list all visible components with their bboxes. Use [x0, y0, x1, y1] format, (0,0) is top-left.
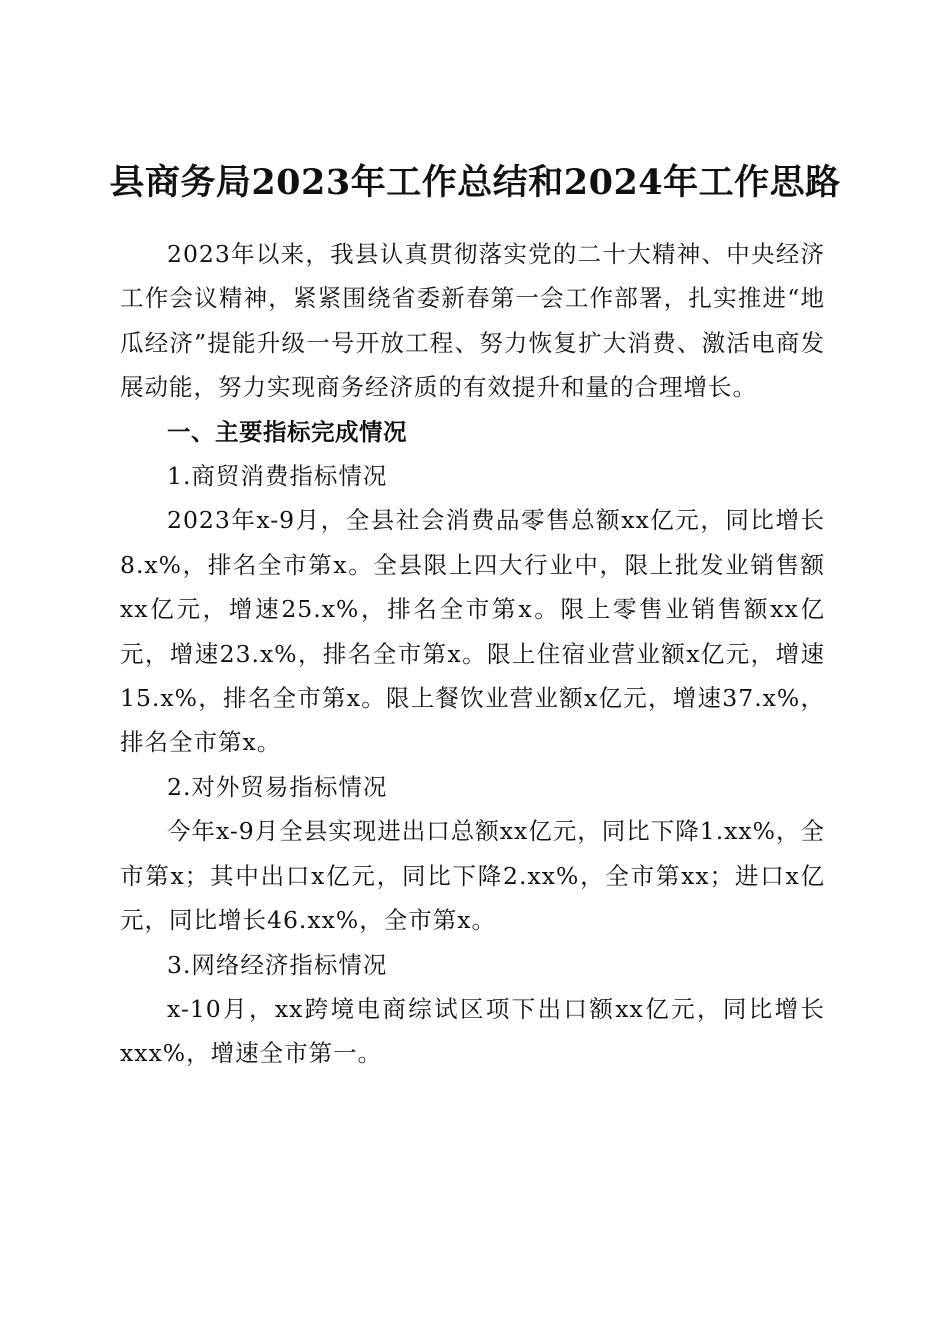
document-body	[120, 232, 825, 1076]
paragraph-online-economy: x-10月，xx跨境电商综试区项下出口额xx亿元，同比增长xxx%，增速全市第一。	[120, 994, 825, 1068]
subheading-online-economy: 3.网络经济指标情况	[167, 950, 388, 979]
section-heading-main-indicators: 一、主要指标完成情况	[167, 417, 407, 446]
document-title: 县商务局2023年工作总结和2024年工作思路	[109, 162, 841, 204]
intro-paragraph: 2023年以来，我县认真贯彻落实党的二十大精神、中央经济工作会议精神，紧紧围绕省委新春第一会工作部署，扎实推进“地瓜经济”提能升级一号开放工程、努力恢复扩大消费、激活电商发展动能，努力实现商务经济质的有效提升和量的合理增长。	[120, 240, 825, 402]
paragraph-foreign-trade: 今年x-9月全县实现进出口总额xx亿元，同比下降1.xx%，全市第x；其中出口x亿元，同比下降2.xx%，全市第xx；进口x亿元，同比增长46.xx%，全市第x。	[120, 817, 825, 935]
subheading-foreign-trade: 2.对外贸易指标情况	[167, 772, 388, 801]
paragraph-commerce-consumption: 2023年x-9月，全县社会消费品零售总额xx亿元，同比增长8.x%，排名全市第x。全县限上四大行业中，限上批发业销售额xx亿元，增速25.x%，排名全市第x。限上零售业销售额xx亿元，增速23.x%，排名全市第x。限上住宿业营业额x亿元，增速15.x%，排名全市第x。限上餐饮业营业额x亿元，增速37.x%，排名全市第x。	[120, 506, 825, 757]
subheading-commerce-consumption: 1.商贸消费指标情况	[167, 462, 388, 491]
